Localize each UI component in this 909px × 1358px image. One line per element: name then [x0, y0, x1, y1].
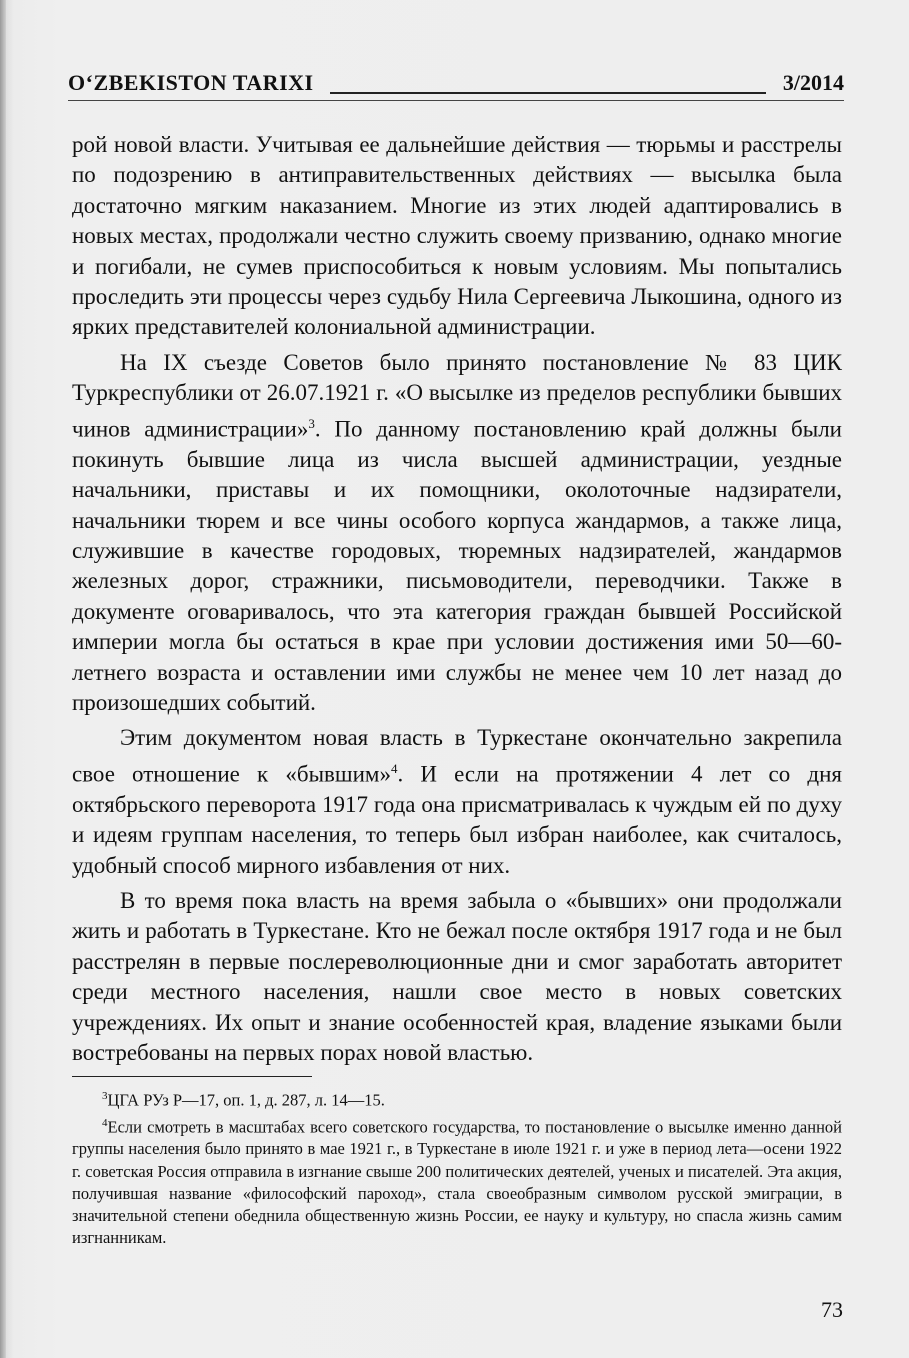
footnote-3	[72, 1085, 842, 1112]
footnote-4-marker: 4	[102, 1116, 108, 1129]
paragraph-3-text-b: . И если на протяжении 4 лет со дня октябрьского переворота 1917 года она присматривалась к чуждым ей по духу и идеям группам населения, то теперь был избран наиболее, как считалось, удобный способ мирного избавления от них.	[72, 761, 842, 878]
running-header	[68, 70, 844, 100]
footnote-ref-3[interactable]: 3	[308, 415, 315, 431]
footnote-separator	[72, 1076, 312, 1077]
paragraph-4: В то время пока власть на время забыла о «бывших» они продолжали жить и работать в Туркестане. Кто не бежал после октября 1917 года и не был расстрелян в первые послереволюционные дни и смог заработать авторитет среди местного населения, нашли свое место в новых советских учреждениях. Их опыт и знание особенностей края, владение языками были востребованы на первых порах новой властью.	[72, 888, 842, 1066]
article-body	[72, 130, 842, 1069]
footnote-ref-4[interactable]: 4	[390, 760, 398, 776]
paragraph-3-text-a: Этим документом новая власть в Туркестане окончательно закрепила свое отношение к «бывшим»	[72, 725, 842, 787]
issue-number: 3/2014	[782, 70, 844, 95]
header-underline	[68, 100, 844, 101]
footnote-3-text: ЦГА РУз Р—17, оп. 1, д. 287, л. 14—15.	[107, 1090, 385, 1110]
footnotes	[72, 1085, 842, 1249]
paragraph-2-text-b: . По данному постановлению край должны были покинуть бывшие лица из числа высшей администрации, уездные начальники, приставы и их помощники, околоточные надзиратели, начальники тюрем и все чины особого корпуса жандармов, а также лица, служившие в качестве городовых, тюремных надзирателей, жандармов железных дорог, стражники, письмоводители, переводчики. Также в документе оговаривалось, что эта категория граждан бывшей Российской империи могла бы остаться в крае при условии достижения ими 50—60-летнего возраста и оставлении ими службы не менее чем 10 лет назад до произошедших событий.	[72, 416, 842, 715]
page-number: 73	[821, 1297, 843, 1322]
paragraph-2	[72, 348, 842, 719]
footnote-4	[72, 1112, 842, 1250]
header-rule	[330, 92, 766, 94]
paragraph-3	[72, 723, 842, 881]
journal-title: O‘ZBEKISTON TARIXI	[68, 70, 314, 95]
paragraph-1: рой новой власти. Учитывая ее дальнейшие действия — тюрьмы и расстрелы по подозрению в антиправительственных действиях — высылка была достаточно мягким наказанием. Многие из этих людей адаптировались в новых местах, продолжали честно служить своему призванию, однако многие и погибали, не сумев приспособиться к новым условиям. Мы попытались проследить эти процессы через судьбу Нила Сергеевича Лыкошина, одного из ярких представителей колониальной администрации.	[72, 132, 842, 340]
footnote-4-text: Если смотреть в масштабах всего советского государства, то постановление о высылке именно данной группы населения было принято в мае 1921 г., в Туркестане в июле 1921 г. и уже в период лета—осени 1922 г. советская Россия отправила в изгнание свыше 200 политических деятелей, ученых и писателей. Эта акция, получившая название «философский пароход», стала своеобразным символом русской эмиграции, в значительной степени обеднила общественную жизнь России, ее науку и культуру, но спасла жизнь самим изгнанникам.	[72, 1117, 842, 1248]
footnote-3-marker: 3	[102, 1090, 108, 1102]
paragraph-2-text-a: На IX съезде Советов было принято постановление № 83 ЦИК Туркреспублики от 26.07.1921 г. «О высылке из пределов республики бывших чинов администрации»	[72, 349, 842, 442]
book-spine-shadow	[0, 0, 6, 1358]
